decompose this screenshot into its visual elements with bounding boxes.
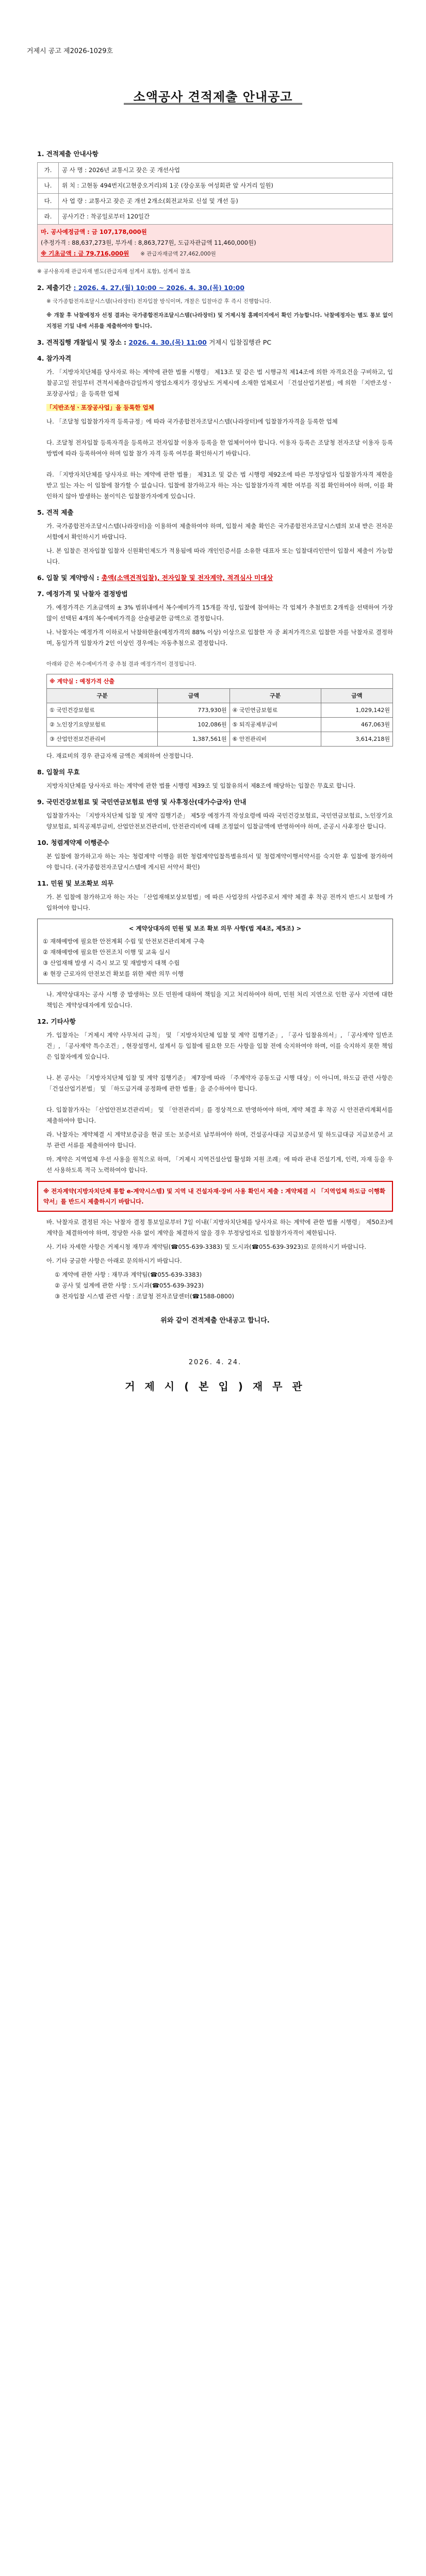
list-item: ③ 산업재해 발생 시 즉시 보고 및 재발방지 대책 수립: [43, 959, 180, 967]
section-heading: 8. 입찰의 무효: [37, 768, 80, 776]
misc-f: 바. 낙찰자로 결정된 자는 낙찰자 결정 통보일로부터 7일 이내(「지방자치단체를 당사자로 하는 계약에 관한 법률 시행령」 제50조)에 계약을 체결하여야 하며, 정당한 사유 없이 계약을 체결하지 않을 경우 부정당업자로 입찰참가자격이 제한됩니다.: [46, 1218, 393, 1236]
section-eligibility: [37, 353, 393, 502]
misc-g: 사. 기타 자세한 사항은 거제시청 재무과 계약팀(☎055-639-3383) 및 도시과(☎055-639-3923)로 문의하시기 바랍니다.: [46, 1243, 366, 1250]
table-cell: 773,930원: [158, 703, 230, 718]
opening-place: 거제시 입찰집행관 PC: [209, 338, 272, 346]
section-heading: [37, 572, 393, 583]
row-value: 사 업 량 : 교통사고 잦은 곳 개선 2개소(회전교차로 신설 및 개선 등): [59, 194, 393, 209]
section-pricing: [37, 588, 393, 761]
eligibility-a-highlight: [37, 402, 393, 413]
table-cell: 1,029,142원: [321, 703, 392, 718]
table-row: [38, 178, 393, 194]
table-cell: ① 국민건강보험료: [47, 703, 158, 718]
notice-box: ※ 전자계약(지방자치단체 통합 e-계약시스템) 및 지역 내 건설자재·장비 사용 확인서 제출 : 계약체결 시 「지역업체 하도급 이행확약서」를 반드시 제출하시기 바랍니다.: [37, 1181, 393, 1212]
section-heading: 7. 예정가격 및 낙찰자 결정방법: [37, 590, 128, 598]
submission-a: 가. 국가종합전자조달시스템(나라장터)을 이용하여 제출하여야 하며, 입찰서 제출 확인은 국가종합전자조달시스템의 보내 받은 전자문서함에서 확인하시기 바랍니다.: [46, 522, 393, 540]
section-overview: [37, 148, 393, 277]
section-heading: 10. 청렴계약제 이행준수: [37, 839, 109, 846]
row-key: 라.: [38, 209, 59, 225]
box-title: < 계약상대자의 민원 및 보조 확보 의무 사항(법 제4조, 제5조) >: [128, 925, 302, 932]
section-heading: 1. 견적제출 안내사항: [37, 150, 99, 158]
table-cell: 1,387,561원: [158, 732, 230, 747]
column-header: 구분: [47, 689, 158, 703]
row-key: 나.: [38, 178, 59, 194]
opening-datetime: 2026. 4. 30.(목) 11:00: [128, 338, 207, 346]
submission-b: 나. 본 입찰은 전자입찰 입찰자 신원확인제도가 적용됨에 따라 개인인증서를 소유한 대표자 또는 입찰대리인만이 입찰서 제출이 가능합니다.: [46, 547, 393, 565]
section-submission: [37, 507, 393, 567]
insurance-text: 입찰참가자는 「지방자치단체 입찰 및 계약 집행기준」 제5장 예정가격 작성요령에 따라 국민건강보험료, 국민연금보험료, 노인장기요양보험료, 퇴직공제부금비, 산업안전보건관리비, 안전관리비에 대해 조정없이 입찰금액에 반영하여야 하며, 준공시 사후정산 합니다.: [46, 812, 393, 830]
table-row: [47, 703, 393, 718]
cost-table: [46, 674, 393, 747]
eligibility-b: 나. 「조달청 입찰참가자격 등록규정」에 따라 국가종합전자조달시스템(나라장터)에 입찰참가자격을 등록한 업체: [46, 418, 338, 425]
row-value: 위 치 : 고현동 494번지(고현중오거리)외 1곳 (장승포동 여성회관 앞 사거리 일원): [59, 178, 393, 194]
section-heading: 11. 민원 및 보조확보 의무: [37, 879, 114, 887]
section-heading: 5. 견적 제출: [37, 509, 74, 516]
section-period: [37, 282, 393, 332]
budget-label: 마. 공사예정금액 : 금 107,178,000원: [41, 228, 147, 235]
section-heading: 4. 참가자격: [37, 354, 72, 362]
pricing-b: 나. 낙찰자는 예정가격 이하로서 낙찰하한율(예정가격의 88% 이상) 이상으로 입찰한 자 중 최저가격으로 입찰한 자를 낙찰자로 결정하며, 동일가격 입찰자가 2인 이상인 경우에는 자동추첨으로 결정합니다.: [46, 629, 393, 647]
table-caption-row: [47, 674, 393, 689]
misc-d: 라. 낙찰자는 계약체결 시 계약보증금을 현금 또는 보증서로 납부하여야 하며, 건설공사대금 지급보증서 및 하도급대금 지급보증서 교부 관련 서류를 제출하여야 합니다.: [46, 1131, 393, 1149]
period-heading: 2. 제출기간: [37, 284, 72, 292]
eligibility-highlight: 「지반조성ㆍ포장공사업」을 등록한 업체: [46, 404, 154, 411]
period-note-red: ※ 개찰 후 낙찰예정자 선정 결과는 국가종합전자조달시스템(나라장터) 및 거제시청 홈페이지에서 확인 가능합니다. 낙찰예정자는 별도 통보 없이 지정된 기일 내에 서류를 제출하여야 합니다.: [46, 312, 393, 329]
pricing-c: 다. 재료비의 경우 관급자재 금액은 제외하여 산정합니다.: [46, 752, 193, 759]
doc-number: 거제시 공고 제2026-1029호: [27, 47, 113, 55]
misc-h: 아. 기타 궁금한 사항은 아래로 문의하시기 바랍니다.: [46, 1257, 182, 1264]
misc-e: 마. 계약은 지역업체 우선 사용을 원칙으로 하며, 「거제시 지역건설산업 활성화 지원 조례」에 따라 관내 건설기계, 인력, 자재 등을 우선 사용하도록 적극 노력하여야 합니다.: [46, 1156, 393, 1174]
period-value: : 2026. 4. 27.(월) 10:00 ~ 2026. 4. 30.(목) 10:00: [73, 284, 244, 292]
pricing-table-caption: 아래와 같은 복수예비가격 중 추첨 결과 예정가격이 결정됩니다.: [46, 661, 196, 667]
budget-cell: [38, 225, 393, 262]
base-price: ※ 기초금액 : 금 79,716,000원: [41, 250, 129, 257]
method-heading: 6. 입찰 및 계약방식 :: [37, 574, 100, 582]
eligibility-c: 다. 조달청 전자입찰 등록자격을 등록하고 전자입찰 이용자 등록을 한 업체이어야 합니다. 이용자 등록은 조달청 전자조달 이용자 등록 방법에 따라 등록하여야 하며 입찰 참가 자격 등록 여부를 확인하시기 바랍니다.: [46, 439, 393, 457]
safety-duties-box: [37, 919, 393, 984]
materials-footnote: ※ 공사용자재 관급자재 별도(관급자재 설계서 포함), 설계서 참조: [37, 268, 191, 275]
doc-title: 소액공사 견적제출 안내공고: [133, 90, 293, 104]
opening-heading: 3. 견적집행 개찰일시 및 장소 :: [37, 338, 127, 346]
column-header: 금액: [321, 689, 392, 703]
section-heading: [37, 282, 393, 293]
section-invalid: [37, 767, 393, 791]
table-cell: ⑥ 안전관리비: [230, 732, 321, 747]
misc-b: 나. 본 공사는 「지방자치단체 입찰 및 계약 집행기준」 제7장에 따라 「주계약자 공동도급 시행 대상」이 아니며, 하도급 관련 사항은 「건설산업기본법」 및 「하도급거래 공정화에 관한 법률」을 준수하여야 합니다.: [46, 1074, 393, 1092]
list-item: ① 계약에 관한 사항 : 재무과 계약팀(☎055-639-3383): [55, 1271, 202, 1278]
safety-b: 나. 계약상대자는 공사 시행 중 발생하는 모든 민원에 대하여 책임을 지고 처리하여야 하며, 민원 처리 지연으로 인한 공사 지연에 대한 책임은 계약상대자에게 있습니다.: [46, 991, 393, 1009]
row-value: 공 사 명 : 2026년 교통시고 잦은 곳 개선사업: [59, 163, 393, 178]
table-row: [47, 732, 393, 747]
table-cell: ③ 산업안전보건관리비: [47, 732, 158, 747]
base-price-line: [41, 248, 389, 260]
pricing-a: 가. 예정가격은 기초금액의 ± 3% 범위내에서 복수예비가격 15개를 작성, 입찰에 참여하는 각 업체가 추첨번호 2개씩을 선택하여 가장 많이 선택된 4개의 복수예비가격을 산술평균한 금액으로 결정합니다.: [46, 604, 393, 622]
period-note: ※ 국가종합전자조달시스템(나라장터) 전자입찰 방식이며, 개찰은 입찰마감 후 즉시 진행합니다.: [46, 298, 271, 304]
cost-table-title: ※ 계약실 : 예정가격 산출: [47, 674, 393, 689]
table-cell: ④ 국민연금보험료: [230, 703, 321, 718]
misc-c: 다. 입찰참가자는 「산업안전보건관리비」 및 「안전관리비」를 정상적으로 반영하여야 하며, 계약 체결 후 착공 시 안전관리계획서를 제출하여야 합니다.: [46, 1106, 393, 1124]
row-key: 가.: [38, 163, 59, 178]
pricing-table-wrap: [37, 674, 393, 747]
section-insurance: [37, 796, 393, 832]
eligibility-a: 가. 「지방자치단체를 당사자로 하는 계약에 관한 법률 시행령」 제13조 및 같은 법 시행규칙 제14조에 의한 자격요건을 구비하고, 입찰공고일 전일부터 견적서제출마감일까지 영업소재지가 경상남도 거제시에 소재한 업체로서 「건설산업기본법」에 의한 「지반조성ㆍ포장공사업」을 등록한 업체: [46, 368, 393, 397]
column-header: 금액: [158, 689, 230, 703]
integrity-text: 본 입찰에 참가하고자 하는 자는 청렴계약 이행을 위한 청렴계약입찰특별유의서 및 청렴계약이행서약서를 숙지한 후 입찰에 참가하여야 합니다. (국가종합전자조달시스템에 게시된 서약서 확인): [46, 853, 393, 871]
table-row: [47, 718, 393, 732]
table-cell: ② 노인장기요양보험료: [47, 718, 158, 732]
title-underline: [124, 103, 302, 105]
overview-table: [37, 162, 393, 262]
doc-body: [37, 143, 393, 1392]
table-cell: 467,063원: [321, 718, 392, 732]
budget-detail: (추정가격 : 88,637,273원, 부가세 : 8,863,727원, 도급자관급액 11,460,000원): [41, 239, 256, 246]
section-heading: 9. 국민건강보험료 및 국민연금보험료 반영 및 사후정산(대가수급자) 안내: [37, 798, 247, 806]
closing-statement: 위와 같이 견적제출 안내공고 합니다.: [160, 1317, 270, 1325]
misc-a: 가. 입찰자는 「거제시 계약 사무처리 규칙」 및 「지방자치단체 입찰 및 계약 집행기준」, 「공사 입찰유의서」, 「공사계약 일반조건」, 「공사계약 특수조건」, 현장설명서, 설계서 등 입찰에 필요한 모든 사항을 입찰 전에 숙지하여야 하며, 이를 숙지하지 못한 책임은 입찰자에게 있습니다.: [46, 1031, 393, 1060]
list-item: ② 재해예방에 필요한 안전조치 이행 및 교육 실시: [43, 948, 170, 956]
table-cell: ⑤ 퇴직공제부금비: [230, 718, 321, 732]
list-item: ④ 현장 근로자의 안전보건 확보를 위한 제반 의무 이행: [43, 970, 184, 977]
section-heading: [37, 337, 393, 348]
section-safety: [37, 878, 393, 1011]
table-row: [38, 209, 393, 225]
materials-note: ※ 관급자재금액 27,462,000원: [140, 251, 216, 257]
table-row: [38, 163, 393, 178]
issuing-authority: 거 제 시 ( 본 입 ) 재 무 관: [125, 1380, 305, 1393]
table-row: [38, 194, 393, 209]
method-value: 총액(소액견적입찰), 전자입찰 및 전자계약, 적격심사 미대상: [101, 574, 273, 582]
safety-a: 가. 본 입찰에 참가하고자 하는 자는 「산업재해보상보험법」에 따른 사업장의 사업주로서 계약 체결 후 착공 전까지 반드시 보험에 가입하여야 합니다.: [46, 893, 393, 911]
eligibility-d: 라. 「지방자치단체를 당사자로 하는 계약에 관한 법률」 제31조 및 같은 법 시행령 제92조에 따른 부정당업자 입찰참가자격 제한을 받고 있는 자는 이 입찰에 참가할 수 없습니다. 입찰에 참가하고자 하는 자는 입찰참가자격 제한 여부를 직접 확인하여야 하며, 이를 확인하지 않아 발생하는 불이익은 입찰참가자에게 있습니다.: [46, 471, 393, 500]
column-header: 구분: [230, 689, 321, 703]
table-row-budget: [38, 225, 393, 262]
invalid-text: 지방자치단체를 당사자로 하는 계약에 관한 법률 시행령 제39조 및 입찰유의서 제8조에 해당하는 입찰은 무효로 합니다.: [46, 782, 355, 789]
contact-list: [37, 1269, 393, 1302]
issue-date: 2026. 4. 24.: [188, 1359, 242, 1366]
section-method: [37, 572, 393, 583]
table-cell: 102,086원: [158, 718, 230, 732]
list-item: ③ 전자입찰 시스템 관련 사항 : 조달청 전자조달센터(☎1588-0800): [55, 1293, 234, 1300]
table-cell: 3,614,218원: [321, 732, 392, 747]
row-value: 공사기간 : 착공일로부터 120일간: [59, 209, 393, 225]
list-item: ① 재해예방에 필요한 안전계획 수립 및 안전보건관리체계 구축: [43, 938, 205, 945]
section-misc: [37, 1016, 393, 1302]
row-key: 다.: [38, 194, 59, 209]
section-opening: [37, 337, 393, 348]
table-header-row: [47, 689, 393, 703]
list-item: ② 공사 및 설계에 관한 사항 : 도시과(☎055-639-3923): [55, 1282, 204, 1289]
section-integrity: [37, 837, 393, 873]
section-heading: 12. 기타사항: [37, 1018, 76, 1025]
